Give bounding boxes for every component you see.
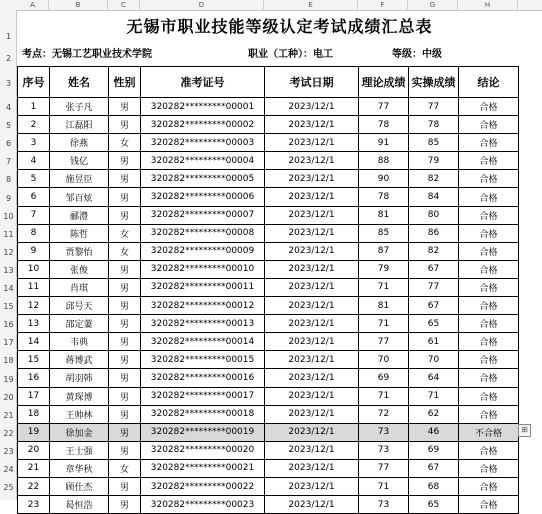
- table-cell[interactable]: 64: [409, 369, 459, 387]
- table-cell[interactable]: 77: [409, 278, 459, 296]
- table-cell[interactable]: 合格: [459, 477, 519, 495]
- table-cell[interactable]: 71: [359, 278, 409, 296]
- table-cell[interactable]: 320282*********00006: [141, 188, 265, 206]
- table-cell[interactable]: 蒋博武: [50, 351, 109, 369]
- table-cell[interactable]: 徐燕: [50, 134, 109, 152]
- table-row[interactable]: [18, 260, 519, 278]
- table-cell[interactable]: 合格: [459, 315, 519, 333]
- table-cell[interactable]: 15: [18, 351, 50, 369]
- row-number[interactable]: 10: [3, 211, 14, 221]
- table-cell[interactable]: 81: [359, 206, 409, 224]
- table-cell[interactable]: 合格: [459, 333, 519, 351]
- table-cell[interactable]: 2: [18, 116, 50, 134]
- table-cell[interactable]: 2023/12/1: [265, 116, 359, 134]
- column-header-f[interactable]: F: [358, 0, 408, 10]
- header-cell[interactable]: 理论成绩: [359, 67, 409, 98]
- table-cell[interactable]: 张子凡: [50, 98, 109, 116]
- table-cell[interactable]: 16: [18, 369, 50, 387]
- table-cell[interactable]: 男: [109, 351, 141, 369]
- table-cell[interactable]: 徐加金: [50, 423, 109, 441]
- table-cell[interactable]: 81: [359, 297, 409, 315]
- row-number[interactable]: 7: [5, 157, 12, 167]
- table-cell[interactable]: 10: [18, 260, 50, 278]
- column-header-c[interactable]: C: [108, 0, 140, 10]
- table-cell[interactable]: 85: [409, 134, 459, 152]
- header-cell[interactable]: 准考证号: [141, 67, 265, 98]
- table-cell[interactable]: 320282*********00021: [141, 459, 265, 477]
- table-cell[interactable]: 71: [359, 315, 409, 333]
- table-cell[interactable]: 2023/12/1: [265, 315, 359, 333]
- table-cell[interactable]: 男: [109, 116, 141, 134]
- table-cell[interactable]: 67: [409, 459, 459, 477]
- table-row[interactable]: [18, 477, 519, 495]
- table-cell[interactable]: 67: [409, 297, 459, 315]
- table-row[interactable]: [18, 351, 519, 369]
- table-cell[interactable]: 320282*********00013: [141, 315, 265, 333]
- table-cell[interactable]: 男: [109, 496, 141, 514]
- table-cell[interactable]: 胡羽韩: [50, 369, 109, 387]
- table-cell[interactable]: 2023/12/1: [265, 477, 359, 495]
- row-number[interactable]: 6: [5, 139, 12, 149]
- table-cell[interactable]: 13: [18, 315, 50, 333]
- table-cell[interactable]: 320282*********00018: [141, 405, 265, 423]
- table-cell[interactable]: 11: [18, 278, 50, 296]
- table-cell[interactable]: 女: [109, 224, 141, 242]
- table-row[interactable]: [18, 423, 519, 441]
- table-cell[interactable]: 78: [359, 188, 409, 206]
- table-cell[interactable]: 62: [409, 405, 459, 423]
- table-row[interactable]: [18, 315, 519, 333]
- table-cell[interactable]: 男: [109, 170, 141, 188]
- table-cell[interactable]: 85: [359, 224, 409, 242]
- table-row[interactable]: [18, 170, 519, 188]
- table-cell[interactable]: 18: [18, 405, 50, 423]
- row-number[interactable]: 9: [5, 193, 12, 203]
- table-cell[interactable]: 钱亿: [50, 152, 109, 170]
- table-row[interactable]: [18, 188, 519, 206]
- table-cell[interactable]: 男: [109, 278, 141, 296]
- table-cell[interactable]: 合格: [459, 242, 519, 260]
- row-number[interactable]: 25: [3, 483, 14, 493]
- table-cell[interactable]: 合格: [459, 405, 519, 423]
- table-row[interactable]: [18, 134, 519, 152]
- row-number[interactable]: 2: [5, 54, 12, 63]
- table-cell[interactable]: 男: [109, 297, 141, 315]
- row-number[interactable]: 3: [5, 79, 12, 88]
- table-cell[interactable]: 73: [359, 423, 409, 441]
- table-cell[interactable]: 82: [409, 242, 459, 260]
- row-number[interactable]: 1: [5, 32, 12, 41]
- table-cell[interactable]: 79: [409, 152, 459, 170]
- table-row[interactable]: [18, 369, 519, 387]
- row-number[interactable]: 11: [3, 229, 14, 239]
- table-cell[interactable]: 男: [109, 98, 141, 116]
- level-label[interactable]: 等级：中级: [392, 49, 442, 60]
- table-row[interactable]: [18, 297, 519, 315]
- table-cell[interactable]: 合格: [459, 98, 519, 116]
- table-cell[interactable]: 21: [18, 459, 50, 477]
- score-table: [17, 66, 519, 514]
- table-cell[interactable]: 320282*********00012: [141, 297, 265, 315]
- row-number[interactable]: 18: [3, 356, 14, 366]
- table-cell[interactable]: 2023/12/1: [265, 206, 359, 224]
- table-row[interactable]: [18, 387, 519, 405]
- quick-analysis-icon[interactable]: ⊞: [518, 424, 531, 437]
- table-cell[interactable]: 合格: [459, 134, 519, 152]
- table-cell[interactable]: 合格: [459, 116, 519, 134]
- table-cell[interactable]: 顾仕杰: [50, 477, 109, 495]
- table-cell[interactable]: 23: [18, 496, 50, 514]
- table-cell[interactable]: 男: [109, 333, 141, 351]
- table-cell[interactable]: 2023/12/1: [265, 387, 359, 405]
- table-cell[interactable]: 70: [409, 351, 459, 369]
- column-header-a[interactable]: A: [17, 0, 49, 10]
- table-cell[interactable]: 2023/12/1: [265, 297, 359, 315]
- table-row[interactable]: [18, 242, 519, 260]
- table-cell[interactable]: 合格: [459, 369, 519, 387]
- table-cell[interactable]: 88: [359, 152, 409, 170]
- table-cell[interactable]: 合格: [459, 297, 519, 315]
- table-row[interactable]: [18, 206, 519, 224]
- table-row[interactable]: [18, 441, 519, 459]
- table-cell[interactable]: 86: [409, 224, 459, 242]
- table-cell[interactable]: 320282*********00004: [141, 152, 265, 170]
- table-cell[interactable]: 2023/12/1: [265, 278, 359, 296]
- table-cell[interactable]: 合格: [459, 459, 519, 477]
- table-cell[interactable]: 91: [359, 134, 409, 152]
- table-cell[interactable]: 68: [409, 477, 459, 495]
- table-cell[interactable]: 84: [409, 188, 459, 206]
- table-cell[interactable]: 320282*********00016: [141, 369, 265, 387]
- table-cell[interactable]: 20: [18, 441, 50, 459]
- table-cell[interactable]: 77: [359, 98, 409, 116]
- table-cell[interactable]: 施昱臣: [50, 170, 109, 188]
- table-cell[interactable]: 黄琛博: [50, 387, 109, 405]
- row-number[interactable]: 12: [3, 247, 14, 257]
- table-cell[interactable]: 男: [109, 423, 141, 441]
- table-cell[interactable]: 80: [409, 206, 459, 224]
- table-cell[interactable]: 87: [359, 242, 409, 260]
- header-cell[interactable]: 序号: [18, 67, 50, 98]
- table-cell[interactable]: 14: [18, 333, 50, 351]
- table-cell[interactable]: 男: [109, 405, 141, 423]
- table-cell[interactable]: 73: [359, 441, 409, 459]
- row-number[interactable]: 20: [3, 392, 14, 402]
- table-cell[interactable]: 320282*********00017: [141, 387, 265, 405]
- table-header-row: [18, 67, 519, 98]
- table-row[interactable]: [18, 278, 519, 296]
- table-cell[interactable]: 320282*********00014: [141, 333, 265, 351]
- table-cell[interactable]: 2023/12/1: [265, 333, 359, 351]
- table-cell[interactable]: 合格: [459, 152, 519, 170]
- table-cell[interactable]: 韦典: [50, 333, 109, 351]
- table-cell[interactable]: 82: [409, 170, 459, 188]
- table-cell[interactable]: 2023/12/1: [265, 242, 359, 260]
- table-cell[interactable]: 合格: [459, 260, 519, 278]
- row-number[interactable]: 4: [5, 103, 12, 112]
- table-cell[interactable]: 9: [18, 242, 50, 260]
- table-cell[interactable]: 69: [409, 441, 459, 459]
- table-cell[interactable]: 320282*********00007: [141, 206, 265, 224]
- table-cell[interactable]: 王士强: [50, 441, 109, 459]
- table-cell[interactable]: 320282*********00009: [141, 242, 265, 260]
- table-cell[interactable]: 320282*********00022: [141, 477, 265, 495]
- table-cell[interactable]: 2023/12/1: [265, 351, 359, 369]
- row-number[interactable]: 17: [3, 338, 14, 348]
- column-header-b[interactable]: B: [49, 0, 108, 10]
- table-cell[interactable]: 邵定萋: [50, 315, 109, 333]
- table-row[interactable]: [18, 496, 519, 514]
- row-number[interactable]: 19: [3, 374, 14, 384]
- table-row[interactable]: [18, 224, 519, 242]
- table-cell[interactable]: 2023/12/1: [265, 134, 359, 152]
- row-number[interactable]: 14: [3, 284, 14, 293]
- table-cell[interactable]: 女: [109, 134, 141, 152]
- sheet-title[interactable]: 无锡市职业技能等级认定考试成绩汇总表: [126, 17, 433, 36]
- table-cell[interactable]: 合格: [459, 170, 519, 188]
- column-header-d[interactable]: D: [140, 0, 264, 10]
- table-cell[interactable]: 67: [409, 260, 459, 278]
- table-cell[interactable]: 12: [18, 297, 50, 315]
- row-number[interactable]: 8: [5, 175, 12, 185]
- table-cell[interactable]: 2023/12/1: [265, 98, 359, 116]
- table-row[interactable]: [18, 333, 519, 351]
- table-cell[interactable]: 320282*********00015: [141, 351, 265, 369]
- table-cell[interactable]: 合格: [459, 496, 519, 514]
- table-cell[interactable]: 2023/12/1: [265, 441, 359, 459]
- table-cell[interactable]: 320282*********00011: [141, 278, 265, 296]
- table-cell[interactable]: 男: [109, 477, 141, 495]
- table-cell[interactable]: 2023/12/1: [265, 423, 359, 441]
- table-cell[interactable]: 男: [109, 206, 141, 224]
- table-row[interactable]: [18, 152, 519, 170]
- table-cell[interactable]: 合格: [459, 278, 519, 296]
- table-cell[interactable]: 6: [18, 188, 50, 206]
- table-cell[interactable]: 合格: [459, 224, 519, 242]
- header-cell[interactable]: 姓名: [50, 67, 109, 98]
- table-cell[interactable]: 郦澧: [50, 206, 109, 224]
- table-cell[interactable]: 70: [359, 351, 409, 369]
- table-cell[interactable]: 男: [109, 315, 141, 333]
- table-cell[interactable]: 2023/12/1: [265, 260, 359, 278]
- table-cell[interactable]: 78: [409, 116, 459, 134]
- row-number[interactable]: 23: [3, 446, 14, 456]
- table-cell[interactable]: 320282*********00001: [141, 98, 265, 116]
- table-cell[interactable]: 曷恒浩: [50, 496, 109, 514]
- table-cell[interactable]: 320282*********00019: [141, 423, 265, 441]
- table-cell[interactable]: 65: [409, 496, 459, 514]
- table-cell[interactable]: 3: [18, 134, 50, 152]
- table-cell[interactable]: 77: [359, 459, 409, 477]
- table-cell[interactable]: 贾黎怡: [50, 242, 109, 260]
- table-cell[interactable]: 2023/12/1: [265, 459, 359, 477]
- column-header-g[interactable]: G: [408, 0, 458, 10]
- table-cell[interactable]: 320282*********00020: [141, 441, 265, 459]
- table-cell[interactable]: 65: [409, 315, 459, 333]
- table-cell[interactable]: 江磊阳: [50, 116, 109, 134]
- table-cell[interactable]: 2023/12/1: [265, 188, 359, 206]
- table-cell[interactable]: 77: [409, 98, 459, 116]
- table-cell[interactable]: 320282*********00010: [141, 260, 265, 278]
- row-number[interactable]: 21: [3, 410, 14, 420]
- table-cell[interactable]: 邱号天: [50, 297, 109, 315]
- table-cell[interactable]: 合格: [459, 351, 519, 369]
- table-row[interactable]: [18, 459, 519, 477]
- table-cell[interactable]: 2023/12/1: [265, 496, 359, 514]
- table-cell[interactable]: 2023/12/1: [265, 405, 359, 423]
- table-cell[interactable]: 79: [359, 260, 409, 278]
- table-cell[interactable]: 22: [18, 477, 50, 495]
- column-header-h[interactable]: H: [458, 0, 518, 10]
- table-cell[interactable]: 不合格: [459, 423, 519, 441]
- table-cell[interactable]: 320282*********00005: [141, 170, 265, 188]
- table-cell[interactable]: 2023/12/1: [265, 170, 359, 188]
- table-cell[interactable]: 王帅林: [50, 405, 109, 423]
- table-cell[interactable]: 19: [18, 423, 50, 441]
- table-cell[interactable]: 73: [359, 496, 409, 514]
- table-cell[interactable]: 8: [18, 224, 50, 242]
- table-cell[interactable]: 4: [18, 152, 50, 170]
- table-cell[interactable]: 肖琪: [50, 278, 109, 296]
- table-cell[interactable]: 7: [18, 206, 50, 224]
- row-number[interactable]: 24: [3, 465, 14, 474]
- table-row[interactable]: [18, 98, 519, 116]
- table-cell[interactable]: 2023/12/1: [265, 152, 359, 170]
- table-cell[interactable]: 71: [359, 477, 409, 495]
- table-cell[interactable]: 2023/12/1: [265, 369, 359, 387]
- table-cell[interactable]: 61: [409, 333, 459, 351]
- table-cell[interactable]: 1: [18, 98, 50, 116]
- table-cell[interactable]: 72: [359, 405, 409, 423]
- row-number[interactable]: 16: [3, 320, 14, 330]
- table-cell[interactable]: 陈哲: [50, 224, 109, 242]
- header-cell[interactable]: 考试日期: [265, 67, 359, 98]
- table-cell[interactable]: 90: [359, 170, 409, 188]
- table-cell[interactable]: 78: [359, 116, 409, 134]
- table-cell[interactable]: 320282*********00003: [141, 134, 265, 152]
- table-cell[interactable]: 46: [409, 423, 459, 441]
- table-row[interactable]: [18, 116, 519, 134]
- table-cell[interactable]: 320282*********00008: [141, 224, 265, 242]
- table-cell[interactable]: 男: [109, 188, 141, 206]
- header-cell[interactable]: 实操成绩: [409, 67, 459, 98]
- table-cell[interactable]: 合格: [459, 206, 519, 224]
- row-number[interactable]: 13: [3, 265, 14, 275]
- table-cell[interactable]: 2023/12/1: [265, 224, 359, 242]
- table-cell[interactable]: 17: [18, 387, 50, 405]
- table-cell[interactable]: 男: [109, 441, 141, 459]
- table-cell[interactable]: 69: [359, 369, 409, 387]
- header-cell[interactable]: 性别: [109, 67, 141, 98]
- row-number[interactable]: 22: [3, 428, 14, 438]
- job-type-label[interactable]: 职业（工种）：电工: [248, 49, 333, 60]
- table-cell[interactable]: 5: [18, 170, 50, 188]
- table-cell[interactable]: 合格: [459, 387, 519, 405]
- table-cell[interactable]: 合格: [459, 441, 519, 459]
- table-cell[interactable]: 77: [359, 333, 409, 351]
- table-cell[interactable]: 男: [109, 152, 141, 170]
- column-header-e[interactable]: E: [264, 0, 358, 10]
- table-cell[interactable]: 合格: [459, 188, 519, 206]
- table-cell[interactable]: 320282*********00002: [141, 116, 265, 134]
- table-row[interactable]: [18, 405, 519, 423]
- table-cell[interactable]: 章华秋: [50, 459, 109, 477]
- table-cell[interactable]: 男: [109, 260, 141, 278]
- table-cell[interactable]: 女: [109, 459, 141, 477]
- exam-center-label[interactable]: 考点：无锡工艺职业技术学院: [22, 49, 152, 60]
- table-cell[interactable]: 女: [109, 242, 141, 260]
- table-cell[interactable]: 71: [359, 387, 409, 405]
- table-cell[interactable]: 张俊: [50, 260, 109, 278]
- table-cell[interactable]: 男: [109, 387, 141, 405]
- row-number[interactable]: 15: [3, 302, 14, 312]
- table-cell[interactable]: 320282*********00023: [141, 496, 265, 514]
- table-cell[interactable]: 71: [409, 387, 459, 405]
- header-cell[interactable]: 结论: [459, 67, 519, 98]
- table-cell[interactable]: 邹百炫: [50, 188, 109, 206]
- table-cell[interactable]: 男: [109, 369, 141, 387]
- row-number[interactable]: 5: [5, 121, 12, 131]
